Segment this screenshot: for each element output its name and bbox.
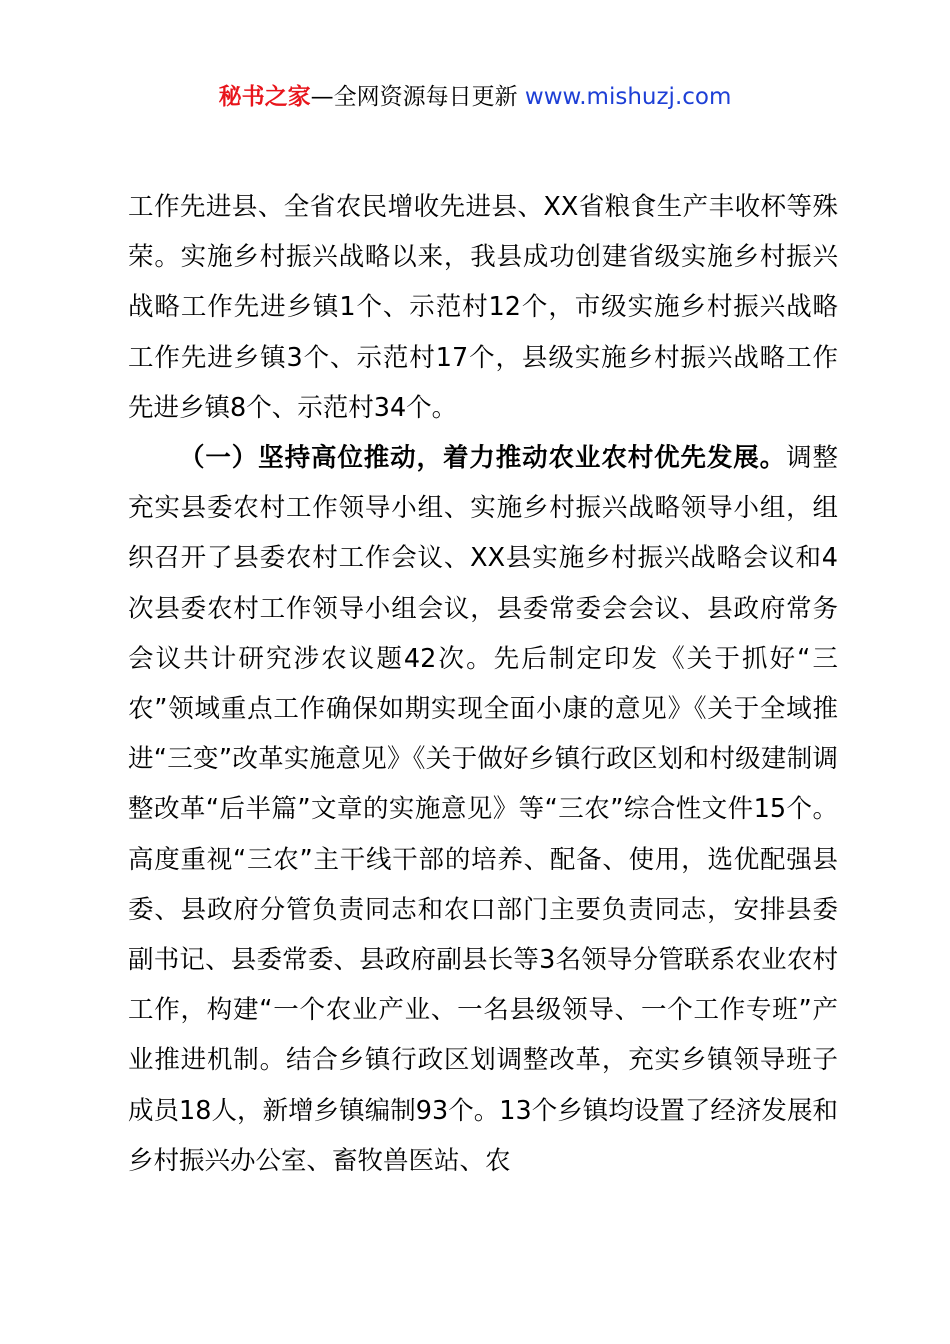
document-body (128, 182, 838, 1186)
site-url-link[interactable]: www.mishuzj.com (524, 84, 732, 110)
section-heading: （一）坚持高位推动，着力推动农业农村优先发展。 (179, 443, 787, 474)
header-slogan: —全网资源每日更新 (310, 84, 525, 110)
paragraph-1 (128, 182, 838, 433)
paragraph-2 (128, 433, 838, 1186)
brand-name: 秘书之家 (218, 84, 311, 110)
paragraph-2-text: 调整充实县委农村工作领导小组、实施乡村振兴战略领导小组，组织召开了县委农村工作会议、XX县实施乡村振兴战略会议和4次县委农村工作领导小组会议，县委常委会会议、县政府常务会议共计研究涉农议题42次。先后制定印发《关于抓好“三农”领域重点工作确保如期实现全面小康的意见》《关于全域推进“三变”改革实施意见》《关于做好乡镇行政区划和村级建制调整改革“后半篇”文章的实施意见》等“三农”综合性文件15个。高度重视“三农”主干线干部的培养、配备、使用，选优配强县委、县政府分管负责同志和农口部门主要负责同志，安排县委副书记、县委常委、县政府副县长等3名领导分管联系农业农村工作，构建“一个农业产业、一名县级领导、一个工作专班”产业推进机制。结合乡镇行政区划调整改革，充实乡镇领导班子成员18人，新增乡镇编制93个。13个乡镇均设置了经济发展和乡村振兴办公室、畜牧兽医站、农 (128, 443, 838, 1176)
paragraph-1-text: 工作先进县、全省农民增收先进县、XX省粮食生产丰收杯等殊荣。实施乡村振兴战略以来，我县成功创建省级实施乡村振兴战略工作先进乡镇1个、示范村12个，市级实施乡村振兴战略工作先进乡镇3个、示范村17个，县级实施乡村振兴战略工作先进乡镇8个、示范村34个。 (128, 192, 838, 423)
site-header (0, 80, 950, 114)
